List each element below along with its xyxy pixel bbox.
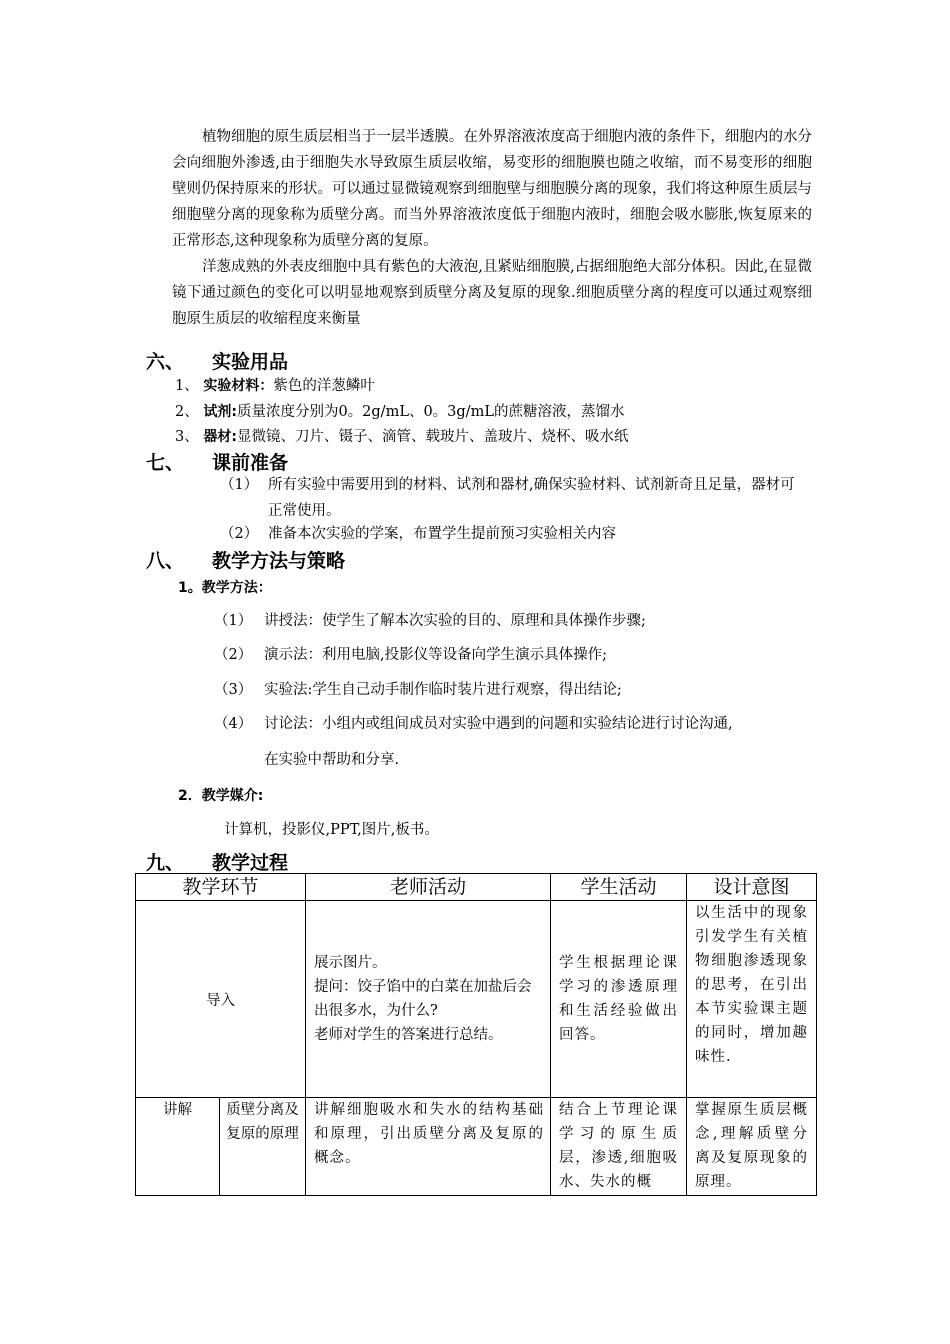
item-text: 实验法:学生自己动手制作临时装片进行观察，得出结论; xyxy=(264,682,622,698)
item-text: 紫色的洋葱鳞叶 xyxy=(273,378,375,394)
header-stage: 教学环节 xyxy=(136,874,306,901)
item-number: 1、 xyxy=(175,378,199,394)
header-teacher: 老师活动 xyxy=(306,874,551,901)
item-number: （4） xyxy=(214,716,253,732)
item-text: 所有实验中需要用到的材料、试剂和器材,确保实验材料、试剂新奇且足量，器材可正常使用。 xyxy=(268,477,795,519)
teacher-line: 提问：饺子馅中的白菜在加盐后会出很多水，为什么? xyxy=(314,979,532,1019)
header-intent: 设计意图 xyxy=(687,874,817,901)
teaching-process-table xyxy=(135,873,817,1196)
header-student: 学生活动 xyxy=(551,874,687,901)
stage-cell: 导入 xyxy=(136,901,306,1098)
item-number: （3） xyxy=(214,682,253,698)
section-9-heading xyxy=(146,848,288,875)
item-number: 2、 xyxy=(175,404,199,420)
item-text: 讲授法：使学生了解本次实验的目的、原理和具体操作步骤; xyxy=(264,613,646,629)
prep-item-1 xyxy=(220,472,820,524)
intro-text xyxy=(172,124,812,332)
table-row xyxy=(136,1098,817,1196)
method-item-2 xyxy=(214,643,607,664)
table-header-row xyxy=(136,874,817,901)
materials-item xyxy=(175,374,375,395)
section-6-heading xyxy=(146,347,288,374)
item-label: 器材: xyxy=(203,429,237,445)
student-cell: 学生根据理论课学习的渗透原理和生活经验做出回答。 xyxy=(551,901,687,1098)
media-text: 计算机，投影仪,PPT,图片,板书。 xyxy=(224,822,439,838)
intro-paragraph-1: 植物细胞的原生质层相当于一层半透膜。在外界溶液浓度高于细胞内液的条件下，细胞内的水分会向细胞外渗透,由于细胞失水导致原生质层收缩，易变形的细胞膜也随之收缩，而不易变形的细胞壁则仍保持原来的形状。可以通过显微镜观察到细胞壁与细胞膜分离的现象，我们将这种原生质层与细胞壁分离的现象称为质壁分离。而当外界溶液浓度低于细胞内液时，细胞会吸水膨胀,恢复原来的正常形态,这种现象称为质壁分离的复原。 xyxy=(172,129,812,249)
item-number: （2） xyxy=(214,647,253,663)
teacher-line: 老师对学生的答案进行总结。 xyxy=(314,1027,503,1043)
section-8-title: 教学方法与策略 xyxy=(212,550,346,572)
section-6-title: 实验用品 xyxy=(212,351,289,373)
section-8-heading xyxy=(146,546,345,573)
teacher-line: 展示图片。 xyxy=(314,955,387,971)
method-item-4 xyxy=(214,712,733,733)
method-item-3 xyxy=(214,678,622,699)
method-item-1 xyxy=(214,609,646,630)
item-number: 3、 xyxy=(175,429,199,445)
item-number: （2） xyxy=(220,526,259,542)
methods-subheading: 1。教学方法： xyxy=(178,580,272,596)
section-7-number: 七、 xyxy=(146,452,185,474)
section-7-heading xyxy=(146,448,288,475)
teacher-cell xyxy=(306,901,551,1098)
method-item-4-continued: 在实验中帮助和分享. xyxy=(264,752,400,768)
sub-stage-cell: 质壁分离及复原的原理 xyxy=(220,1098,306,1196)
intro-paragraph-2: 洋葱成熟的外表皮细胞中具有紫色的大液泡,且紧贴细胞膜,占据细胞绝大部分体积。因此,在显微镜下通过颜色的变化可以明显地观察到质壁分离及复原的现象.细胞质壁分离的程度可以通过观察细胞原生质层的收缩程度来衡量 xyxy=(172,259,812,327)
prep-item-2 xyxy=(220,521,820,547)
table-row xyxy=(136,901,817,1098)
item-label: 试剂: xyxy=(203,404,237,420)
teacher-cell: 讲解细胞吸水和失水的结构基础和原理，引出质壁分离及复原的概念。 xyxy=(306,1098,551,1196)
intent-cell: 掌握原生质层概念,理解质壁分离及复原现象的原理。 xyxy=(687,1098,817,1196)
student-cell: 结合上节理论课学习的原生质层，渗透,细胞吸水、失水的概 xyxy=(551,1098,687,1196)
equipment-item xyxy=(175,425,628,446)
item-text: 讨论法：小组内或组间成员对实验中遇到的问题和实验结论进行讨论沟通, xyxy=(264,716,733,732)
section-7-title: 课前准备 xyxy=(212,452,289,474)
section-8-number: 八、 xyxy=(146,550,185,572)
section-9-title: 教学过程 xyxy=(212,852,289,874)
media-subheading: 2．教学媒介: xyxy=(178,788,264,804)
item-text: 演示法：利用电脑,投影仪等设备向学生演示具体操作; xyxy=(264,647,607,663)
item-text: 显微镜、刀片、镊子、滴管、载玻片、盖玻片、烧杯、吸水纸 xyxy=(236,429,629,445)
item-number: （1） xyxy=(220,477,259,493)
item-text: 质量浓度分别为0。2g/mL、0。3g/mL的蔗糖溶液，蒸馏水 xyxy=(236,404,625,420)
section-9-number: 九、 xyxy=(146,852,185,874)
item-number: （1） xyxy=(214,613,253,629)
section-6-number: 六、 xyxy=(146,351,185,373)
item-label: 实验材料： xyxy=(203,378,274,394)
intent-cell: 以生活中的现象引发学生有关植物细胞渗透现象的思考，在引出本节实验课主题的同时，增加趣味性. xyxy=(687,901,817,1098)
reagents-item xyxy=(175,400,624,421)
item-text: 准备本次实验的学案，布置学生提前预习实验相关内容 xyxy=(268,526,616,542)
stage-cell: 讲解 xyxy=(136,1098,220,1196)
